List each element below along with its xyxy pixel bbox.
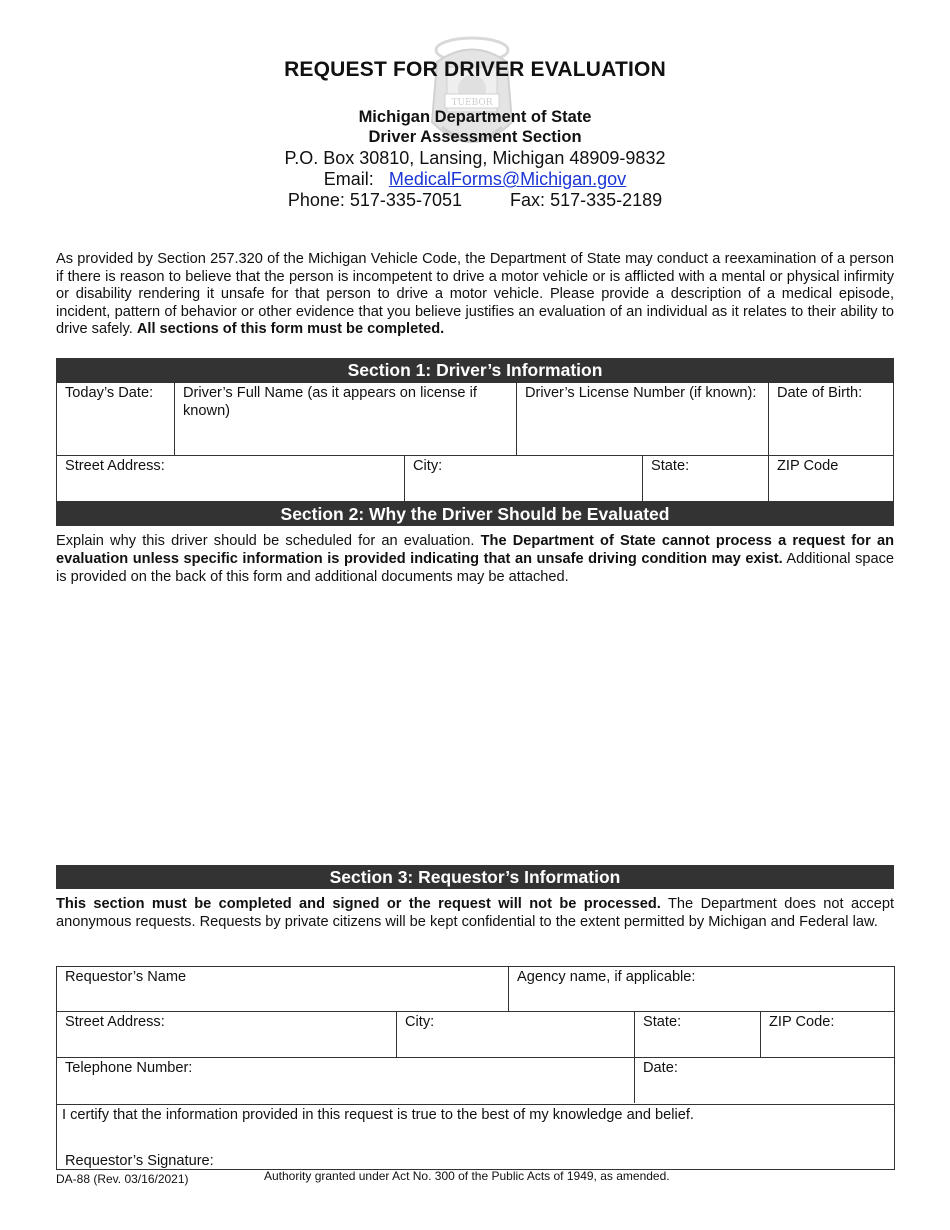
requestor-name-field[interactable]: Requestor’s Name bbox=[65, 969, 187, 985]
driver-state-field[interactable]: State: bbox=[651, 458, 690, 474]
phone-fax-line bbox=[0, 190, 950, 211]
fax-label: Fax: bbox=[510, 190, 546, 210]
evaluation-reason-area[interactable] bbox=[56, 592, 894, 858]
seal-motto: TUEBOR bbox=[451, 98, 493, 108]
agency-name-field[interactable]: Agency name, if applicable: bbox=[517, 969, 696, 985]
form-title: REQUEST FOR DRIVER EVALUATION bbox=[284, 58, 666, 81]
driver-street-field[interactable]: Street Address: bbox=[65, 458, 165, 474]
requestor-street-field[interactable]: Street Address: bbox=[65, 1014, 165, 1030]
section2-header: Section 2: Why the Driver Should be Evaluated bbox=[56, 502, 894, 526]
signature-field[interactable]: Requestor’s Signature: bbox=[65, 1153, 214, 1169]
section2-text-end: Additional space is provided on the back of this form and additional documents may be attached. bbox=[56, 551, 895, 585]
section1-header: Section 1: Driver’s Information bbox=[56, 358, 894, 382]
intro-bold: All sections of this form must be completed. bbox=[136, 321, 445, 338]
license-number-field[interactable]: Driver’s License Number (if known): bbox=[525, 385, 757, 401]
telephone-field[interactable]: Telephone Number: bbox=[65, 1060, 193, 1076]
driver-zip-field[interactable]: ZIP Code bbox=[777, 458, 839, 474]
mailing-address: P.O. Box 30810, Lansing, Michigan 48909-9832 bbox=[284, 148, 666, 168]
section2-text-bold: The Department of State cannot process a request for an evaluation unless specific information is provided indicating that an unsafe driving condition may exist. bbox=[56, 533, 894, 567]
section2-text-start: Explain why this driver should be scheduled for an evaluation. bbox=[56, 533, 481, 549]
certification-statement: I certify that the information provided in this request is true to the best of my knowledge and belief. bbox=[62, 1107, 694, 1123]
intro-text: As provided by Section 257.320 of the Michigan Vehicle Code, the Department of State may conduct a reexamination of a person if there is reason to believe that the person is incompetent to drive a motor vehicle or is afflicted with a mental or physical infirmity or disability rendering it unsafe for that person to drive a motor vehicle. Please provide a description of a medical episode, incident, pattern of behavior or other evidence that you believe justifies an evaluation of an individual as it relates to their ability to drive safely. bbox=[56, 251, 894, 338]
section1-grid bbox=[56, 382, 894, 502]
section3-text-bold: This section must be completed and signed or the request will not be processed. bbox=[56, 896, 661, 912]
phone-number: 517-335-7051 bbox=[349, 190, 462, 210]
email-link[interactable]: MedicalForms@Michigan.gov bbox=[388, 169, 627, 189]
section3-text-end: The Department does not accept anonymous requests. Requests by private citizens will be kept confidential to the extent permitted by Michigan and Federal law. bbox=[56, 896, 894, 930]
todays-date-field[interactable]: Today’s Date: bbox=[65, 385, 154, 401]
fax-number: 517-335-2189 bbox=[550, 190, 663, 210]
form-id: DA-88 (Rev. 03/16/2021) bbox=[56, 1172, 189, 1186]
date-of-birth-field[interactable]: Date of Birth: bbox=[777, 385, 863, 401]
section2-instructions bbox=[56, 532, 894, 586]
phone-label: Phone: bbox=[287, 190, 345, 210]
email-label: Email: bbox=[323, 169, 374, 189]
authority-note: Authority granted under Act No. 300 of the Public Acts of 1949, as amended. bbox=[264, 1169, 670, 1183]
request-date-field[interactable]: Date: bbox=[643, 1060, 678, 1076]
requestor-state-field[interactable]: State: bbox=[643, 1014, 682, 1030]
requestor-city-field[interactable]: City: bbox=[405, 1014, 435, 1030]
intro-paragraph bbox=[56, 251, 894, 339]
section3-instructions bbox=[56, 895, 894, 931]
section3-header: Section 3: Requestor’s Information bbox=[56, 865, 894, 889]
department-name: Michigan Department of State bbox=[358, 108, 592, 126]
requestor-zip-field[interactable]: ZIP Code: bbox=[769, 1014, 835, 1030]
section-name: Driver Assessment Section bbox=[368, 128, 582, 146]
driver-city-field[interactable]: City: bbox=[413, 458, 443, 474]
section3-grid bbox=[56, 966, 895, 1170]
driver-full-name-field[interactable]: Driver’s Full Name (as it appears on license if known) bbox=[183, 385, 477, 419]
email-line bbox=[0, 169, 950, 190]
